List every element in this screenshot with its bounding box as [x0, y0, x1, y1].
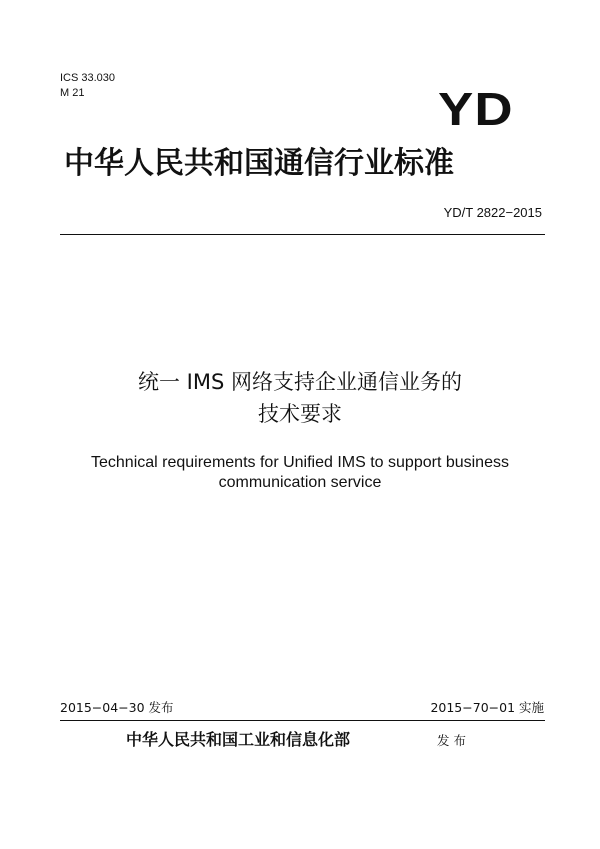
english-title-line-2: communication service: [218, 474, 382, 491]
implementation-date: 2015−70−01 实施: [430, 700, 544, 715]
ics-code: ICS 33.030: [60, 72, 116, 84]
standard-number: YD/T 2822−2015: [443, 205, 542, 220]
document-title-line-1: 统一 IMS 网络支持企业通信业务的: [138, 370, 462, 394]
standard-title: 中华人民共和国通信行业标准: [64, 146, 454, 181]
issue-date: 2015−04−30 发布: [60, 700, 174, 715]
english-title-line-1: Technical requirements for Unified IMS to support business: [91, 454, 509, 471]
footer-divider: [60, 720, 545, 721]
yd-logo: YD: [438, 83, 514, 135]
header-divider: [60, 234, 545, 235]
document-title-line-2: 技术要求: [258, 402, 342, 426]
ccs-code: M 21: [60, 87, 85, 99]
publisher-name: 中华人民共和国工业和信息化部: [126, 730, 351, 749]
publish-label: 发 布: [437, 733, 466, 748]
